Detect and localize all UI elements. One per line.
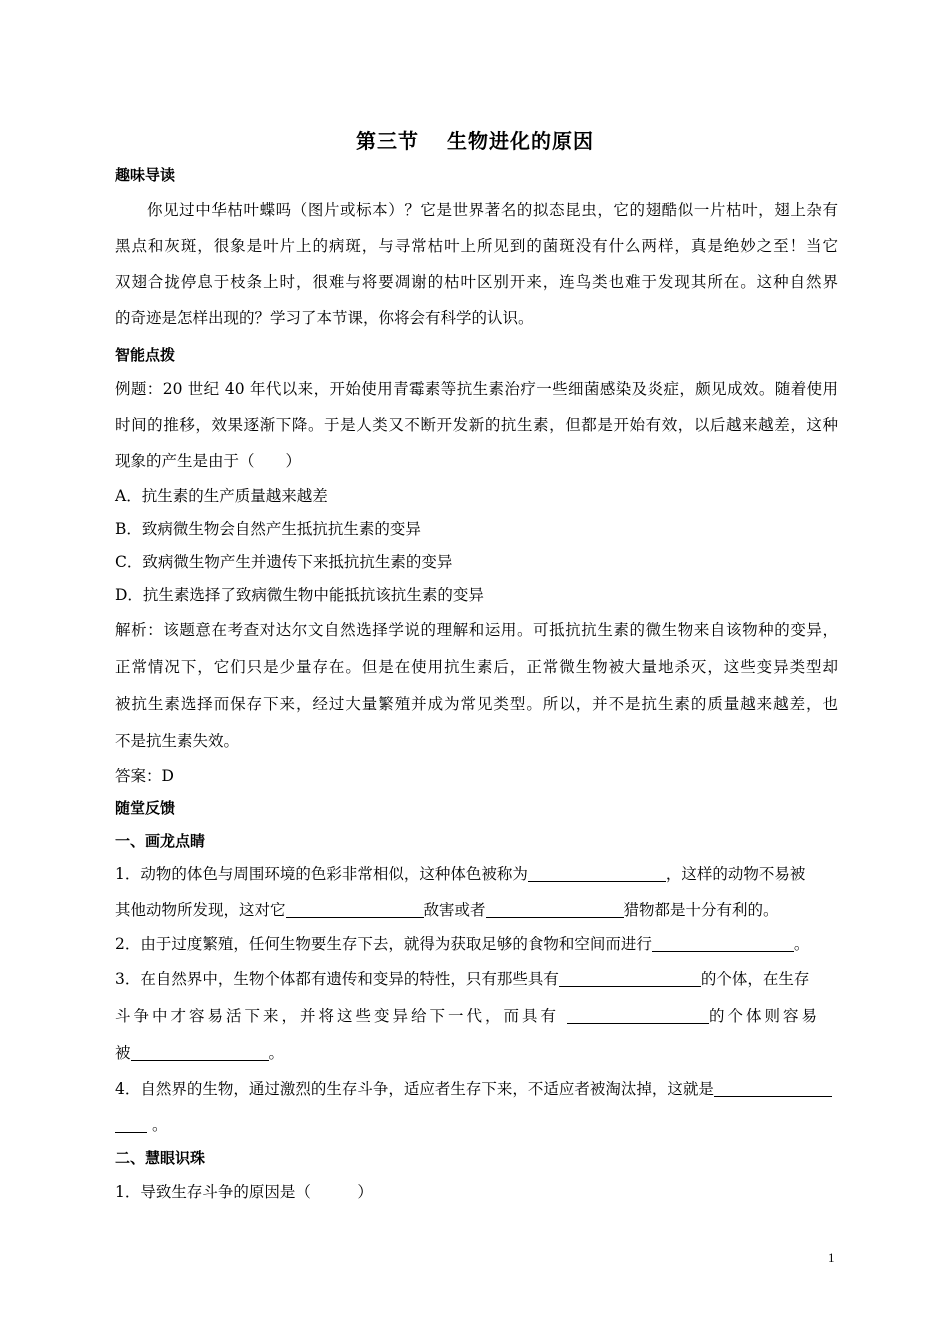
option-b: B．致病微生物会自然产生抵抗抗生素的变异 xyxy=(115,520,421,538)
option-d: D．抗生素选择了致病微生物中能抵抗该抗生素的变异 xyxy=(115,586,484,604)
intro-heading: 趣味导读 xyxy=(115,166,176,184)
answer-blank[interactable] xyxy=(131,1045,269,1061)
question-3-line-3: 被 。 xyxy=(115,1044,285,1062)
question-4-line-1: 4．自然界的生物，通过激烈的生存斗争，适应者生存下来，不适应者被淘汰掉，这就是 xyxy=(115,1077,832,1099)
question-1-line-2: 其他动物所发现，这对它 敌害或者 猎物都是十分有利的。 xyxy=(115,901,779,919)
mc-question-1: 1．导致生存斗争的原因是（ ） xyxy=(115,1183,373,1201)
answer-blank[interactable] xyxy=(528,866,666,882)
answer-blank[interactable] xyxy=(714,1081,832,1097)
answer-blank[interactable] xyxy=(286,902,424,918)
guide-heading: 智能点拨 xyxy=(115,346,176,364)
part1-heading: 一、画龙点睛 xyxy=(115,832,206,850)
example-line: 时间的推移，效果逐渐下降。于是人类又不断开发新的抗生素，但都是开始有效，以后越来越差，这种 xyxy=(115,416,838,434)
part2-heading: 二、慧眼识珠 xyxy=(115,1149,206,1167)
option-c: C．致病微生物产生并遗传下来抵抗抗生素的变异 xyxy=(115,553,453,571)
intro-line: 的奇迹是怎样出现的？学习了本节课，你将会有科学的认识。 xyxy=(115,309,534,327)
question-4-line-2: 。 xyxy=(115,1113,167,1135)
analysis-line: 正常情况下，它们只是少量存在。但是在使用抗生素后，正常微生物被大量地杀灭，这些变异类型却 xyxy=(115,658,838,676)
feedback-heading: 随堂反馈 xyxy=(115,799,176,817)
answer-blank[interactable] xyxy=(486,902,624,918)
page-title: 第三节 生物进化的原因 xyxy=(356,129,594,153)
question-2: 2．由于过度繁殖，任何生物要生存下去，就得为获取足够的食物和空间而进行 。 xyxy=(115,935,810,953)
intro-line: 双翅合拢停息于枝条上时，很难与将要凋谢的枯叶区别开来，连鸟类也难于发现其所在。这种自然界 xyxy=(115,273,838,291)
example-line: 现象的产生是由于（ ） xyxy=(115,452,302,470)
example-line: 例题：20 世纪 40 年代以来，开始使用青霉素等抗生素治疗一些细菌感染及炎症，颇见成效。随着使用 xyxy=(115,380,838,398)
answer-blank[interactable] xyxy=(559,971,701,987)
question-3-line-1: 3．在自然界中，生物个体都有遗传和变异的特性，只有那些具有 的个体，在生存 xyxy=(115,970,810,988)
question-1-line-1: 1．动物的体色与周围环境的色彩非常相似，这种体色被称为 ，这样的动物不易被 xyxy=(115,865,806,883)
answer: 答案：D xyxy=(115,767,174,785)
intro-line: 你见过中华枯叶蝶吗（图片或标本）？它是世界著名的拟态昆虫，它的翅酷似一片枯叶，翅上杂有 xyxy=(147,201,838,219)
analysis-line: 被抗生素选择而保存下来，经过大量繁殖并成为常见类型。所以，并不是抗生素的质量越来越差，也 xyxy=(115,695,838,713)
answer-blank[interactable] xyxy=(115,1117,147,1133)
answer-blank[interactable] xyxy=(567,1008,709,1024)
question-3-line-2: 斗争中才容易活下来，并将这些变异给下一代，而具有 的个体则容易 xyxy=(115,1007,820,1025)
option-a: A．抗生素的生产质量越来越差 xyxy=(115,487,328,505)
answer-blank[interactable] xyxy=(652,936,794,952)
intro-line: 黑点和灰斑，很象是叶片上的病斑，与寻常枯叶上所见到的菌斑没有什么两样，真是绝妙之至！当它 xyxy=(115,237,838,255)
page-number: 1 xyxy=(828,1250,835,1265)
analysis-line: 不是抗生素失效。 xyxy=(115,732,240,750)
analysis-line: 解析：该题意在考查对达尔文自然选择学说的理解和运用。可抵抗抗生素的微生物来自该物种的变异， xyxy=(115,621,838,639)
